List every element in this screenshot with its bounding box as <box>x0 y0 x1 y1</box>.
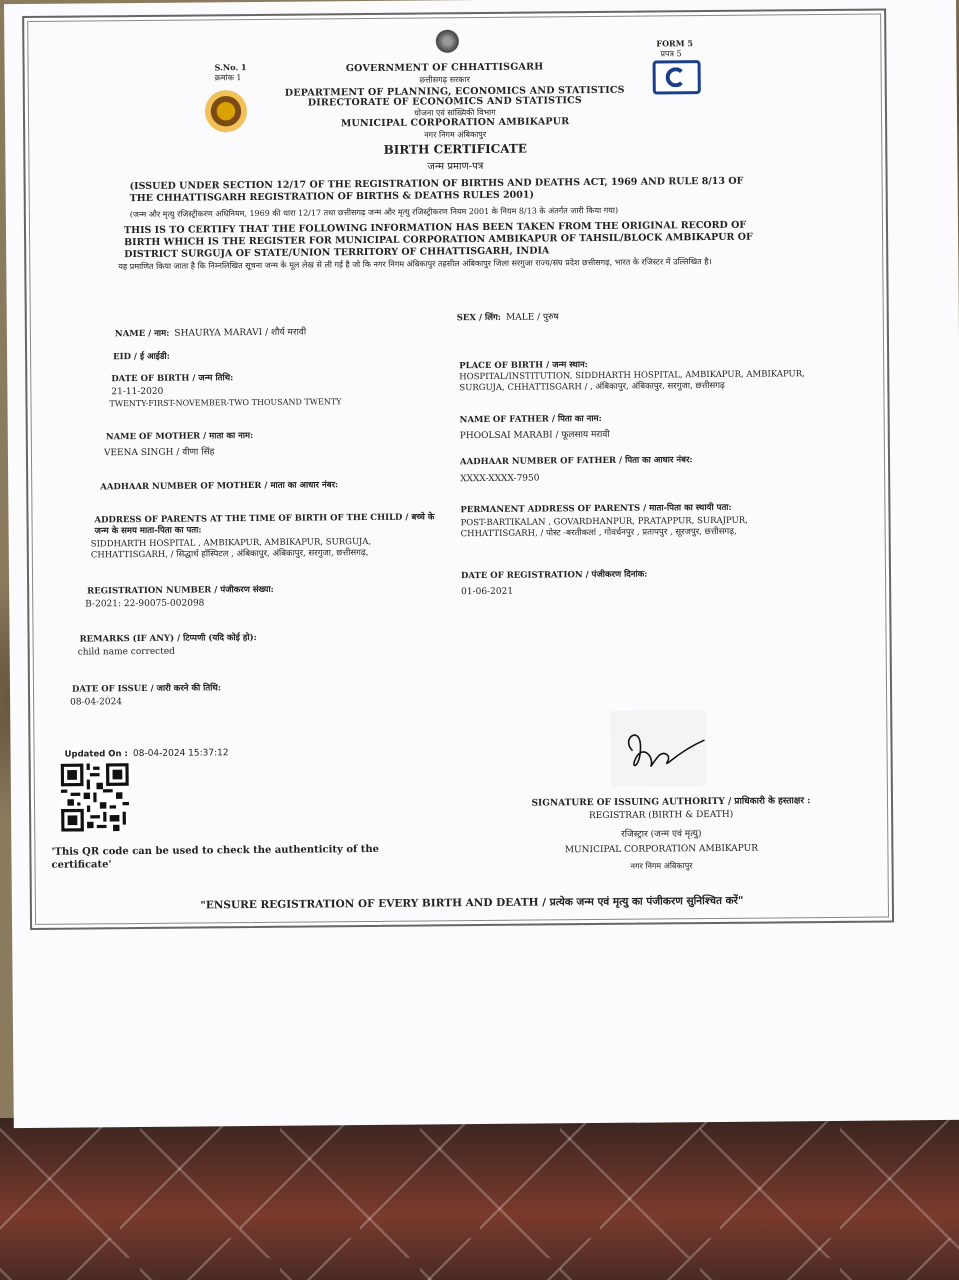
dob-value: 21-11-2020 <box>111 386 164 398</box>
government-title: GOVERNMENT OF CHHATTISGARH <box>345 61 544 75</box>
form-number: FORM 5 <box>656 38 693 49</box>
place-of-birth-value: HOSPITAL/INSTITUTION, SIDDHARTH HOSPITAL, AMBIKAPUR, AMBIKAPUR, SURGUJA, CHHATTISGARH / , अंबिकापुर, अंबिकापुर, सरगुजा, छत्तीसगढ़ <box>459 369 805 394</box>
sex-row <box>457 304 559 324</box>
serial-number: S.No. 1 <box>214 62 247 73</box>
certificate-paper <box>4 0 959 1128</box>
registrar-title-hi: रजिस्ट्रार (जन्म एवं मृत्यु) <box>621 829 702 840</box>
qr-code <box>61 763 130 832</box>
remarks-value: child name corrected <box>77 646 175 658</box>
signature-label: SIGNATURE OF ISSUING AUTHORITY / प्राधिकारी के हस्ताक्षर : <box>531 796 811 809</box>
dob-words: TWENTY-FIRST-NOVEMBER-TWO THOUSAND TWENTY <box>109 397 342 409</box>
corporation-title: MUNICIPAL CORPORATION AMBIKAPUR <box>340 116 570 130</box>
qr-note: 'This QR code can be used to check the authenticity of the certificate' <box>51 843 380 871</box>
issue-date-label: DATE OF ISSUE / जारी करने की तिथि: <box>71 683 222 695</box>
form-number-hi: प्रपत्र 5 <box>660 49 682 59</box>
sex-value: MALE / पुरुष <box>505 312 559 323</box>
floor-background <box>0 1118 959 1280</box>
updated-row <box>64 740 228 760</box>
mother-value: VEENA SINGH / वीणा सिंह <box>103 447 215 459</box>
department-title-hi: योजना एवं सांख्यिकी विभाग <box>414 107 496 118</box>
footer-corporation: MUNICIPAL CORPORATION AMBIKAPUR <box>564 843 759 856</box>
aadhaar-father-value: XXXX-XXXX-7950 <box>460 473 540 485</box>
directorate-title: DIRECTORATE OF ECONOMICS AND STATISTICS <box>307 95 582 109</box>
father-value: PHOOLSAI MARABI / फूलसाय मरावी <box>459 429 610 442</box>
government-title-hi: छत्तीसगढ़ सरकार <box>419 75 470 85</box>
permanent-address-label: PERMANENT ADDRESS OF PARENTS / माता-पिता का स्थायी पता: <box>460 502 732 516</box>
chhattisgarh-seal-icon <box>205 90 247 132</box>
remarks-label: REMARKS (IF ANY) / टिप्पणी (यदि कोई हो): <box>79 632 257 645</box>
updated-label: Updated On : <box>64 749 128 760</box>
registrar-title: REGISTRAR (BIRTH & DEATH) <box>588 809 734 822</box>
certificate-title: BIRTH CERTIFICATE <box>383 141 528 157</box>
serial-number-hi: क्रमांक 1 <box>214 73 242 83</box>
issued-under-text: (ISSUED UNDER SECTION 12/17 OF THE REGISTRATION OF BIRTHS AND DEATHS ACT, 1969 AND RULE 8/13 OF THE CHHATTISGARH REGISTRATION OF BIRTHS & DEATHS RULES 2001) <box>129 175 744 205</box>
registration-date-value: 01-06-2021 <box>461 586 514 598</box>
place-of-birth-label: PLACE OF BIRTH / जन्म स्थान: <box>459 360 588 372</box>
certificate-title-hi: जन्म प्रमाण-पत्र <box>427 160 484 173</box>
address-birth-label: ADDRESS OF PARENTS AT THE TIME OF BIRTH OF THE CHILD / बच्चे के जन्म के समय माता-पिता का पता: <box>94 512 435 537</box>
footer-corporation-hi: नगर निगम अंबिकापुर <box>630 861 693 871</box>
corporation-title-hi: नगर निगम अंबिकापुर <box>424 129 487 140</box>
name-label: NAME / नाम: <box>114 328 170 340</box>
father-label: NAME OF FATHER / पिता का नाम: <box>459 413 602 426</box>
crs-logo-icon <box>653 60 701 94</box>
slogan: "ENSURE REGISTRATION OF EVERY BIRTH AND DEATH / प्रत्येक जन्म एवं मृत्यु का पंजीकरण सुनिश्चित करें" <box>200 894 744 912</box>
registration-number-value: B-2021: 22-90075-002098 <box>85 598 205 610</box>
name-row <box>115 318 435 340</box>
updated-value: 08-04-2024 15:37:12 <box>132 748 229 760</box>
address-birth-value: SIDDHARTH HOSPITAL , AMBIKAPUR, AMBIKAPUR, SURGUJA, CHHATTISGARH, / सिद्धार्थ हॉस्पिटल , अंबिकापुर, अंबिकापुर, सरगुजा, छत्तीसगढ़, <box>90 536 372 561</box>
eid-label: EID / ई आईडी: <box>113 351 170 363</box>
registration-date-label: DATE OF REGISTRATION / पंजीकरण दिनांक: <box>460 569 648 582</box>
mother-label: NAME OF MOTHER / माता का नाम: <box>105 430 254 443</box>
state-emblem-icon <box>434 28 460 54</box>
sex-label: SEX / लिंग: <box>456 312 501 324</box>
issued-under-text-hi: (जन्म और मृत्यु रजिस्ट्रीकरण अधिनियम, 1969 की धारा 12/17 तथा छत्तीसगढ़ जन्म और मृत्यु रजिस्ट्रीकरण नियम 2001 के नियम 8/13 के अंतर्गत जारी किया गया) <box>129 205 619 220</box>
certify-text-hi: यह प्रमाणित किया जाता है कि निम्नलिखित सूचना जन्म के मूल लेख से ली गई है जो कि नगर निगम अंबिकापुर तहसील अंबिकापुर जिला सरगुजा राज्य/संघ प्रदेश छत्तीसगढ़, भारत के रजिस्टर में उल्लिखित है। <box>118 256 712 272</box>
name-value: SHAURYA MARAVI / शौर्य मरावी <box>174 327 307 339</box>
department-title: DEPARTMENT OF PLANNING, ECONOMICS AND STATISTICS <box>284 84 625 99</box>
certify-text: THIS IS TO CERTIFY THAT THE FOLLOWING INFORMATION HAS BEEN TAKEN FROM THE ORIGINAL RECORD OF BIRTH WHICH IS THE REGISTER FOR MUNICIPAL CORPORATION AMBIKAPUR OF TAHSIL/BLOCK AMBIKAPUR OF DISTRICT SURGUJA OF STATE/UNION TERRITORY OF CHHATTISGARH, INDIA <box>123 219 753 261</box>
registration-number-label: REGISTRATION NUMBER / पंजीकरण संख्या: <box>87 584 274 597</box>
issue-date-value: 08-04-2024 <box>70 697 123 708</box>
signature-area <box>610 710 707 787</box>
permanent-address-value: POST-BARTIKALAN , GOVARDHANPUR, PRATAPPUR, SURAJPUR, CHHATTISGARH, / पोस्ट -बरतीकलां , गोवर्धनपुर , प्रतापपुर , सूरजपुर, छत्तीसगढ़, <box>460 515 748 540</box>
dob-label: DATE OF BIRTH / जन्म तिथि: <box>111 373 234 385</box>
aadhaar-father-label: AADHAAR NUMBER OF FATHER / पिता का आधार नंबर: <box>459 455 693 468</box>
signature-image <box>610 710 707 787</box>
aadhaar-mother-label: AADHAAR NUMBER OF MOTHER / माता का आधार नंबर: <box>100 480 339 493</box>
